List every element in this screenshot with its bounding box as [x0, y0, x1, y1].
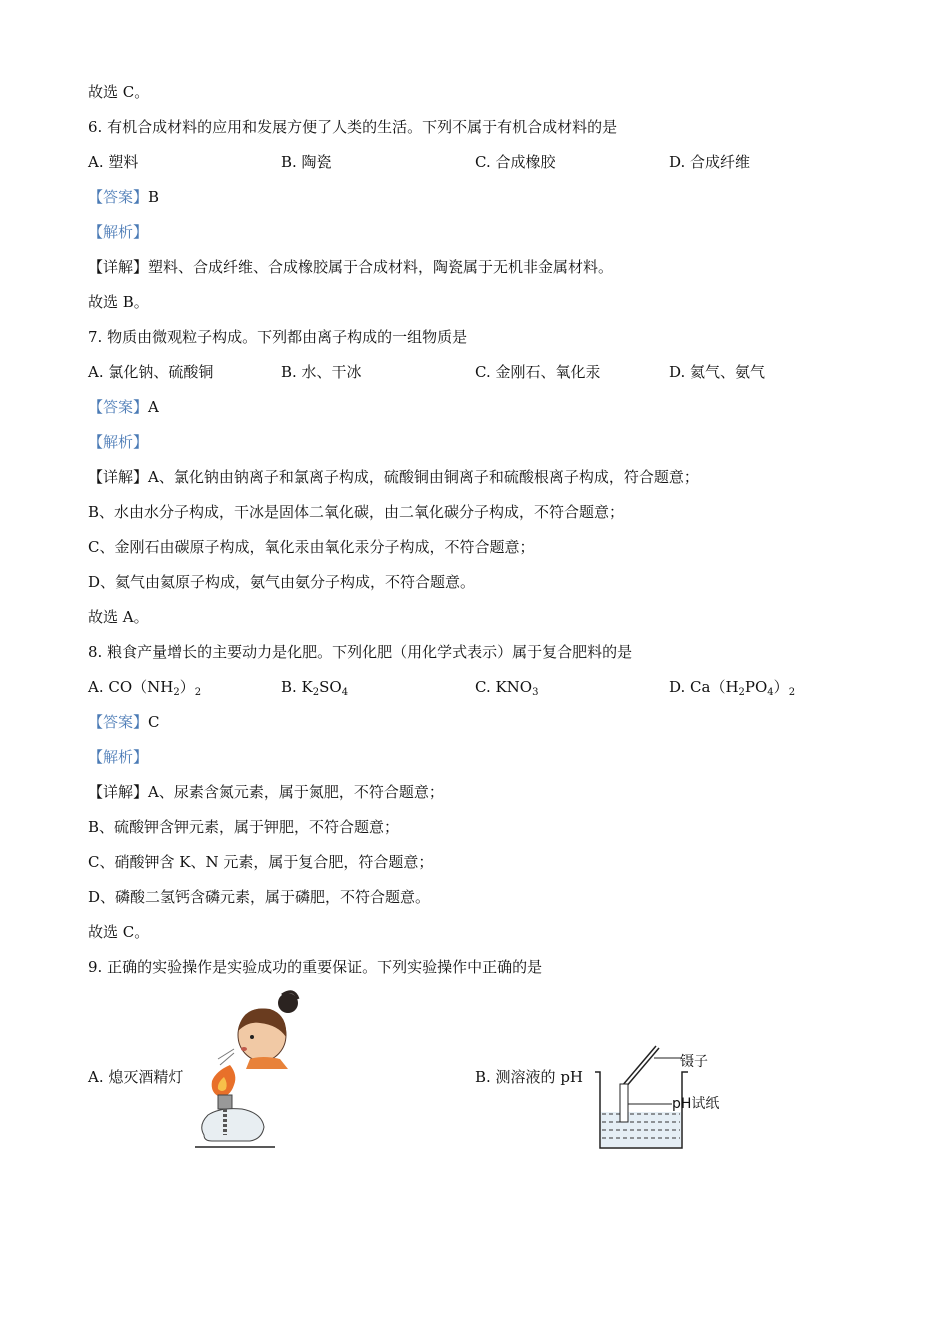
q6-option-d: D. 合成纤维 — [669, 153, 751, 171]
detail-text: A、氯化钠由钠离子和氯离子构成，硫酸铜由铜离子和硫酸根离子构成，符合题意； — [148, 468, 699, 486]
q8-detail — [88, 782, 444, 802]
detail-tag: 【详解】 — [88, 468, 149, 486]
q7-detail-b: B、水由水分子构成，干冰是固体二氧化碳，由二氧化碳分子构成，不符合题意； — [88, 503, 625, 521]
q7-option-a: A. 氯化钠、硫酸铜 — [88, 363, 214, 381]
q7-detail — [88, 467, 699, 487]
question-7-stem: 7. 物质由微观粒子构成。下列都由离子构成的一组物质是 — [88, 328, 468, 346]
detail-tag: 【详解】 — [88, 783, 149, 801]
q8-option-b: B. $K_2SO_4$ — [281, 678, 349, 698]
q6-conclusion: 故选 B。 — [88, 293, 149, 311]
q8-conclusion: 故选 C。 — [88, 923, 150, 941]
answer-tag: 【答案】 — [88, 398, 149, 416]
q7-analysis-tag: 【解析】 — [88, 433, 149, 451]
q8-option-a: A. $CO(NH_2)_2$ — [88, 678, 202, 698]
answer-value: C — [148, 713, 160, 731]
q7-conclusion: 故选 A。 — [88, 608, 149, 626]
q9-option-a: A. 熄灭酒精灯 — [88, 1068, 184, 1086]
q8-answer — [88, 712, 160, 732]
q7-option-c: C. 金刚石、氧化汞 — [475, 363, 601, 381]
q6-option-b: B. 陶瓷 — [281, 153, 332, 171]
q6-detail — [88, 257, 613, 277]
q8-option-d: D. $Ca(H_2PO_4)_2$ — [669, 678, 796, 698]
question-9-stem: 9. 正确的实验操作是实验成功的重要保证。下列实验操作中正确的是 — [88, 958, 543, 976]
answer-tag: 【答案】 — [88, 188, 149, 206]
q8-analysis-tag: 【解析】 — [88, 748, 149, 766]
answer-value: A — [148, 398, 159, 416]
q6-analysis-tag: 【解析】 — [88, 223, 149, 241]
detail-tag: 【详解】 — [88, 258, 149, 276]
question-8-stem: 8. 粮食产量增长的主要动力是化肥。下列化肥（用化学式表示）属于复合肥料的是 — [88, 643, 633, 661]
q7-option-d: D. 氦气、氨气 — [669, 363, 766, 381]
blow-out-lamp-illustration — [190, 985, 305, 1155]
conclusion-prev: 故选 C。 — [88, 83, 150, 101]
q6-answer — [88, 187, 159, 207]
ph-paper-label: pH试纸 — [672, 1096, 720, 1112]
q8-detail-b: B、硫酸钾含钾元素，属于钾肥，不符合题意； — [88, 818, 400, 836]
ph-measure-illustration — [590, 1040, 750, 1155]
question-6-stem: 6. 有机合成材料的应用和发展方便了人类的生活。下列不属于有机合成材料的是 — [88, 118, 618, 136]
detail-text: 塑料、合成纤维、合成橡胶属于合成材料，陶瓷属于无机非金属材料。 — [148, 258, 614, 276]
tweezers-label: 镊子 — [680, 1054, 708, 1070]
q6-option-a: A. 塑料 — [88, 153, 139, 171]
detail-text: A、尿素含氮元素，属于氮肥，不符合题意； — [148, 783, 444, 801]
q7-option-b: B. 水、干冰 — [281, 363, 362, 381]
q9-option-b: B. 测溶液的 pH — [475, 1068, 584, 1086]
q7-answer — [88, 397, 159, 417]
q8-option-c: C. $KNO_3$ — [475, 678, 539, 698]
q6-option-c: C. 合成橡胶 — [475, 153, 556, 171]
answer-tag: 【答案】 — [88, 713, 149, 731]
answer-value: B — [148, 188, 160, 206]
q7-detail-c: C、金刚石由碳原子构成，氧化汞由氧化汞分子构成，不符合题意； — [88, 538, 535, 556]
q8-detail-c: C、硝酸钾含 K、N 元素，属于复合肥，符合题意； — [88, 853, 434, 871]
q8-detail-d: D、磷酸二氢钙含磷元素，属于磷肥，不符合题意。 — [88, 888, 431, 906]
q7-detail-d: D、氦气由氦原子构成，氨气由氨分子构成，不符合题意。 — [88, 573, 476, 591]
